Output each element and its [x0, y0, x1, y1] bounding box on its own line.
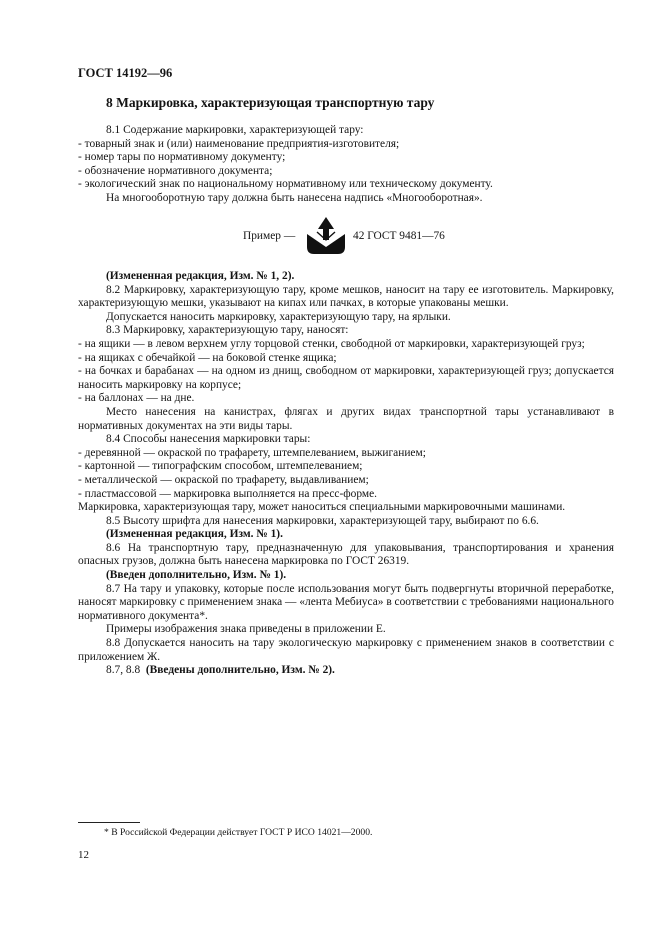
section-8-2-to-8-8 [78, 270, 614, 678]
clause-8-3: 8.3 Маркировку, характеризующую тару, наносят: [106, 324, 349, 337]
page-number: 12 [78, 849, 89, 861]
list-item: - на баллонах — на дне. [78, 392, 195, 405]
amendment-ref: 8.7, 8.8 [106, 664, 141, 677]
examples-paragraph: Примеры изображения знака приведены в приложении Е. [106, 623, 386, 636]
list-item: - пластмассовой — маркировка выполняется на пресс-форме. [78, 487, 377, 500]
footnote: * В Российской Федерации действует ГОСТ Р ИСО 14021—2000. [104, 827, 373, 838]
list-item: - на бочках и барабанах — на одном из днищ, свободном от маркировки, характеризующей груз; допускается наносить маркировку на корпусе; [78, 365, 614, 391]
list-item: - товарный знак и (или) наименование предприятия-изготовителя; [78, 137, 400, 150]
amendment-note: (Введен дополнительно, Изм. № 1). [106, 569, 287, 582]
list-item: - металлической — окраской по трафарету, выдавливанием; [78, 473, 369, 486]
amendment-note: (Измененная редакция, Изм. № 1). [106, 528, 283, 541]
list-item: - деревянной — окраской по трафарету, штемпелеванием, выжиганием; [78, 446, 426, 459]
machines-paragraph: Маркировка, характеризующая тару, может наноситься специальными маркировочными машинами. [78, 501, 566, 514]
example-label: Пример — [243, 230, 296, 242]
clause-8-6: 8.6 На транспортную тару, предназначенную для упаковывания, транспортирования и хранения опасных грузов, должна быть нанесена маркировка по ГОСТ 26319. [78, 541, 614, 568]
clause-8-5: 8.5 Высоту шрифта для нанесения маркировки, характеризующей тару, выбирают по 6.6. [106, 514, 539, 527]
labels-paragraph: Допускается наносить маркировку, характеризующую тару, на ярлыки. [106, 310, 451, 323]
amendment-note: (Измененная редакция, Изм. № 1, 2). [106, 270, 295, 282]
clause-8-4: 8.4 Способы нанесения маркировки тары: [106, 433, 311, 446]
clause-8-8: 8.8 Допускается наносить на тару экологическую маркировку с применением знаков в соответствии с приложением Ж. [78, 637, 614, 663]
clause-8-1: 8.1 Содержание маркировки, характеризующей тару: [106, 124, 364, 136]
clause-8-2: 8.2 Маркировку, характеризующую тару, кроме мешков, наносит на тару ее изготовитель. Маркировку, характеризующую мешки, указывают на кипах или пачках, в которые упакованы мешки. [78, 283, 614, 310]
list-item: - картонной — типографским способом, штемпелеванием; [78, 460, 363, 473]
section-title: 8 Маркировка, характеризующая транспортную тару [106, 95, 435, 110]
amendment-note [78, 664, 614, 678]
amendment-text: (Введены дополнительно, Изм. № 2). [145, 664, 335, 677]
section-8-1 [78, 124, 614, 206]
footnote-divider [78, 822, 140, 823]
reusable-note: На многооборотную тару должна быть нанесена надпись «Многооборотная». [106, 191, 483, 204]
document-header: ГОСТ 14192—96 [78, 66, 173, 80]
placement-paragraph: Место нанесения на канистрах, флягах и других видах транспортной тары устанавливают в нормативных документах на эти виды тары. [78, 405, 614, 432]
clause-8-7: 8.7 На тару и упаковку, которые после использования могут быть подвергнуты вторичной переработке, наносят маркировку с применением знака — «лента Мебиуса» в соответствии с требованиями национального нормативного документа*. [78, 582, 614, 622]
list-item: - обозначение нормативного документа; [78, 164, 273, 177]
list-item: - номер тары по нормативному документу; [78, 151, 286, 164]
list-item: - на ящиках с обечайкой — на боковой стенке ящика; [78, 351, 337, 364]
example-code: 42 ГОСТ 9481—76 [353, 230, 445, 242]
list-item: - на ящики — в левом верхнем углу торцовой стенки, свободной от маркировки, характеризующей груз; [78, 337, 585, 350]
list-item: - экологический знак по национальному нормативному или техническому документу. [78, 178, 493, 191]
marking-example [0, 212, 661, 260]
reusable-container-sign-icon [303, 214, 349, 258]
